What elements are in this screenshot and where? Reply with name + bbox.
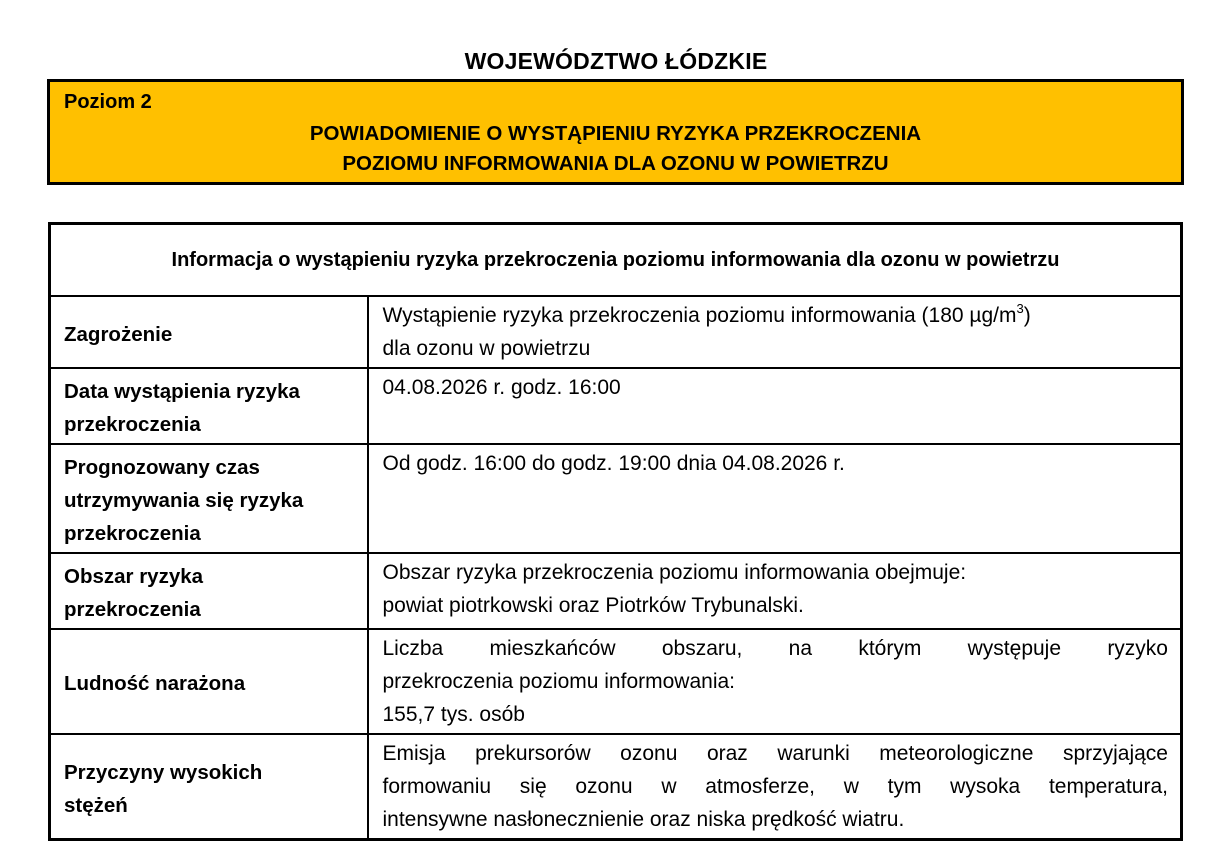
value-line: Obszar ryzyka przekroczenia poziomu informowania obejmuje: [382, 561, 967, 584]
region-title: WOJEWÓDZTWO ŁÓDZKIE [464, 48, 768, 74]
row-label: Ludność narażona [50, 629, 368, 734]
row-value [368, 629, 1182, 734]
value-line: powiat piotrkowski oraz Piotrków Trybunalski. [382, 594, 804, 617]
row-value [368, 553, 1182, 629]
value-line: Emisja prekursorów ozonu oraz warunki meteorologiczne sprzyjające [382, 742, 1168, 765]
row-value [368, 734, 1182, 840]
alert-heading [50, 119, 1181, 179]
table-row-duration [50, 444, 1182, 553]
row-value [368, 296, 1182, 368]
alert-heading-line: POZIOMU INFORMOWANIA DLA OZONU W POWIETRZU [342, 152, 889, 175]
table-row-date [50, 368, 1182, 444]
value-line: 155,7 tys. osób [382, 703, 525, 726]
row-label: Przyczyny wysokich stężeń [50, 734, 368, 840]
value-line: Wystąpienie ryzyka przekroczenia poziomu informowania (180 $\mu g/m^3$) [382, 301, 1031, 327]
value-line: przekroczenia poziomu informowania: [382, 670, 735, 693]
table-header: Informacja o wystąpieniu ryzyka przekroczenia poziomu informowania dla ozonu w powietrzu [50, 224, 1182, 297]
row-label: Obszar ryzyka przekroczenia [50, 553, 368, 629]
row-value: 04.08.2026 r. godz. 16:00 [368, 368, 1182, 444]
alert-level-label: Poziom 2 [64, 91, 152, 113]
table-row-area [50, 553, 1182, 629]
row-label: Zagrożenie [50, 296, 368, 368]
value-line: dla ozonu w powietrzu [382, 337, 591, 360]
table-row-threat [50, 296, 1182, 368]
table-row-population [50, 629, 1182, 734]
row-label: Prognozowany czas utrzymywania się ryzyka przekroczenia [50, 444, 368, 553]
value-line: intensywne nasłonecznienie oraz niska prędkość wiatru. [382, 808, 905, 831]
value-line: Liczba mieszkańców obszaru, na którym występuje ryzyko [382, 637, 1168, 660]
table-row-causes [50, 734, 1182, 840]
alert-heading-line: POWIADOMIENIE O WYSTĄPIENIU RYZYKA PRZEKROCZENIA [309, 122, 922, 145]
value-line: formowaniu się ozonu w atmosferze, w tym wysoka temperatura, [382, 775, 1168, 798]
table-header-row [50, 224, 1182, 297]
alert-banner [47, 79, 1184, 185]
row-value: Od godz. 16:00 do godz. 19:00 dnia 04.08.2026 r. [368, 444, 1182, 553]
info-table [48, 222, 1183, 841]
row-label: Data wystąpienia ryzyka przekroczenia [50, 368, 368, 444]
